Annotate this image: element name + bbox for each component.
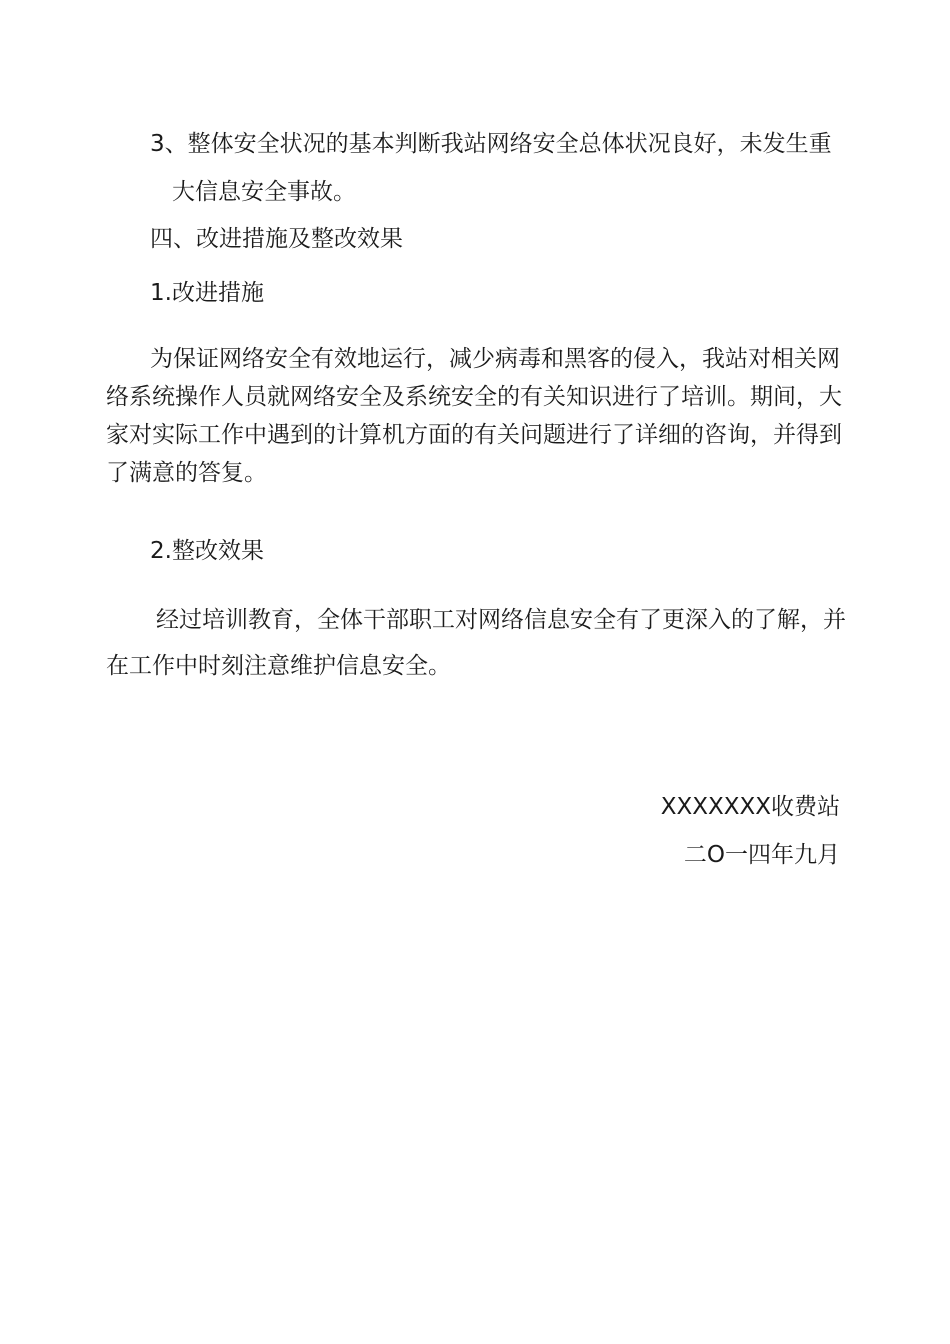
subsection-1-paragraph-text: 为保证网络安全有效地运行，减少病毒和黑客的侵入，我站对相关网络系统操作人员就网络安全及系统安全的有关知识进行了培训。期间，大家对实际工作中遇到的计算机方面的有关问题进行了详细的咨询，并得到了满意的答复。 bbox=[106, 346, 842, 486]
subsection-2-paragraph bbox=[106, 597, 850, 689]
section-3-line-2: 大信息安全事故。 bbox=[172, 179, 356, 205]
subsection-1-paragraph bbox=[106, 340, 850, 492]
signature-organization: XXXXXXX收费站 bbox=[660, 794, 840, 820]
signature-date: 二O一四年九月 bbox=[683, 842, 840, 868]
section-4-heading: 四、改进措施及整改效果 bbox=[150, 226, 403, 252]
subsection-1-heading: 1.改进措施 bbox=[150, 280, 264, 306]
subsection-2-heading: 2.整改效果 bbox=[150, 538, 264, 564]
section-3-line-1: 3、整体安全状况的基本判断我站网络安全总体状况良好，未发生重 bbox=[150, 131, 832, 157]
subsection-2-paragraph-text: 经过培训教育，全体干部职工对网络信息安全有了更深入的了解，并在工作中时刻注意维护信息安全。 bbox=[106, 607, 846, 679]
